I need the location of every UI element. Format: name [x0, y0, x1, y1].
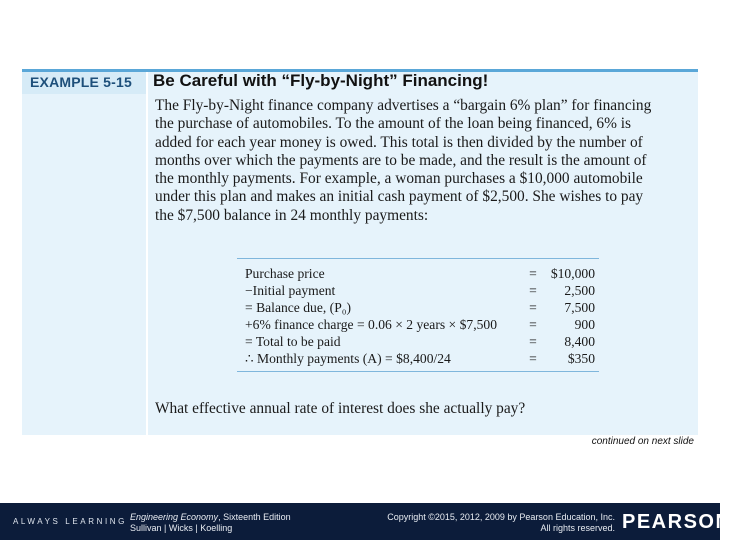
footer-copyright-block	[350, 512, 615, 534]
paragraph-line: months over which the payments are to be made, and the result is the amount of	[155, 151, 647, 169]
calc-row	[245, 351, 595, 367]
calc-equals: =	[529, 334, 537, 349]
example-paragraph	[155, 97, 682, 225]
paragraph-line: under this plan and makes an initial cash payment of $2,500. She wishes to pay	[155, 188, 644, 206]
calc-equals: =	[529, 351, 537, 366]
calc-label: ∴ Monthly payments (A) = $8,400/24	[245, 351, 451, 366]
calc-value: 7,500	[564, 300, 595, 315]
calc-row	[245, 266, 595, 282]
calc-row	[245, 334, 595, 350]
calc-label: +6% finance charge = 0.06 × 2 years × $7,500	[245, 317, 497, 332]
calc-label: −Initial payment	[245, 283, 336, 298]
paragraph-line: The Fly-by-Night finance company advertises a “bargain 6% plan” for financing	[155, 97, 652, 114]
calc-value: 900	[574, 317, 595, 332]
calc-value: $10,000	[550, 266, 595, 281]
example-divider	[146, 72, 148, 435]
calc-row	[245, 283, 595, 299]
calc-equals: =	[529, 283, 537, 298]
calc-value: 2,500	[564, 283, 595, 298]
calc-value: 8,400	[564, 334, 595, 349]
paragraph-line: the $7,500 balance in 24 monthly payments:	[155, 206, 429, 224]
footer-book-line	[130, 512, 291, 523]
paragraph-line: added for each year money is owed. This total is then divided by the number of	[155, 133, 643, 151]
example-label: EXAMPLE 5-15	[30, 74, 132, 90]
paragraph-line: the monthly payments. For example, a woman purchases a $10,000 automobile	[155, 170, 643, 188]
footer-book-edition: , Sixteenth Edition	[218, 512, 291, 522]
calc-label: Purchase price	[245, 266, 325, 281]
calc-equals: =	[529, 300, 537, 315]
calculation-table	[237, 258, 599, 372]
footer-rights: All rights reserved.	[540, 523, 615, 533]
footer-tagline: ALWAYS LEARNING	[13, 517, 127, 526]
footer-copyright: Copyright ©2015, 2012, 2009 by Pearson Education, Inc.	[387, 512, 615, 522]
calc-equals: =	[529, 266, 537, 281]
calc-label: = Total to be paid	[245, 334, 341, 349]
paragraph-line: the purchase of automobiles. To the amount of the loan being financed, 6% is	[155, 115, 632, 133]
calc-label: = Balance due, (P₀)	[245, 300, 352, 315]
continued-note: continued on next slide	[591, 436, 694, 447]
footer-authors: Sullivan | Wicks | Koelling	[130, 523, 233, 533]
calc-row	[245, 300, 595, 316]
footer-book-title: Engineering Economy	[130, 512, 219, 522]
calc-equals: =	[529, 317, 537, 332]
example-question: What effective annual rate of interest does she actually pay?	[155, 400, 526, 417]
calc-value: $350	[567, 351, 595, 366]
footer-book-credit	[130, 512, 291, 534]
calc-row	[245, 317, 595, 333]
example-title: Be Careful with “Fly-by-Night” Financing!	[153, 71, 489, 90]
pearson-logo: PEARSON	[622, 511, 731, 533]
